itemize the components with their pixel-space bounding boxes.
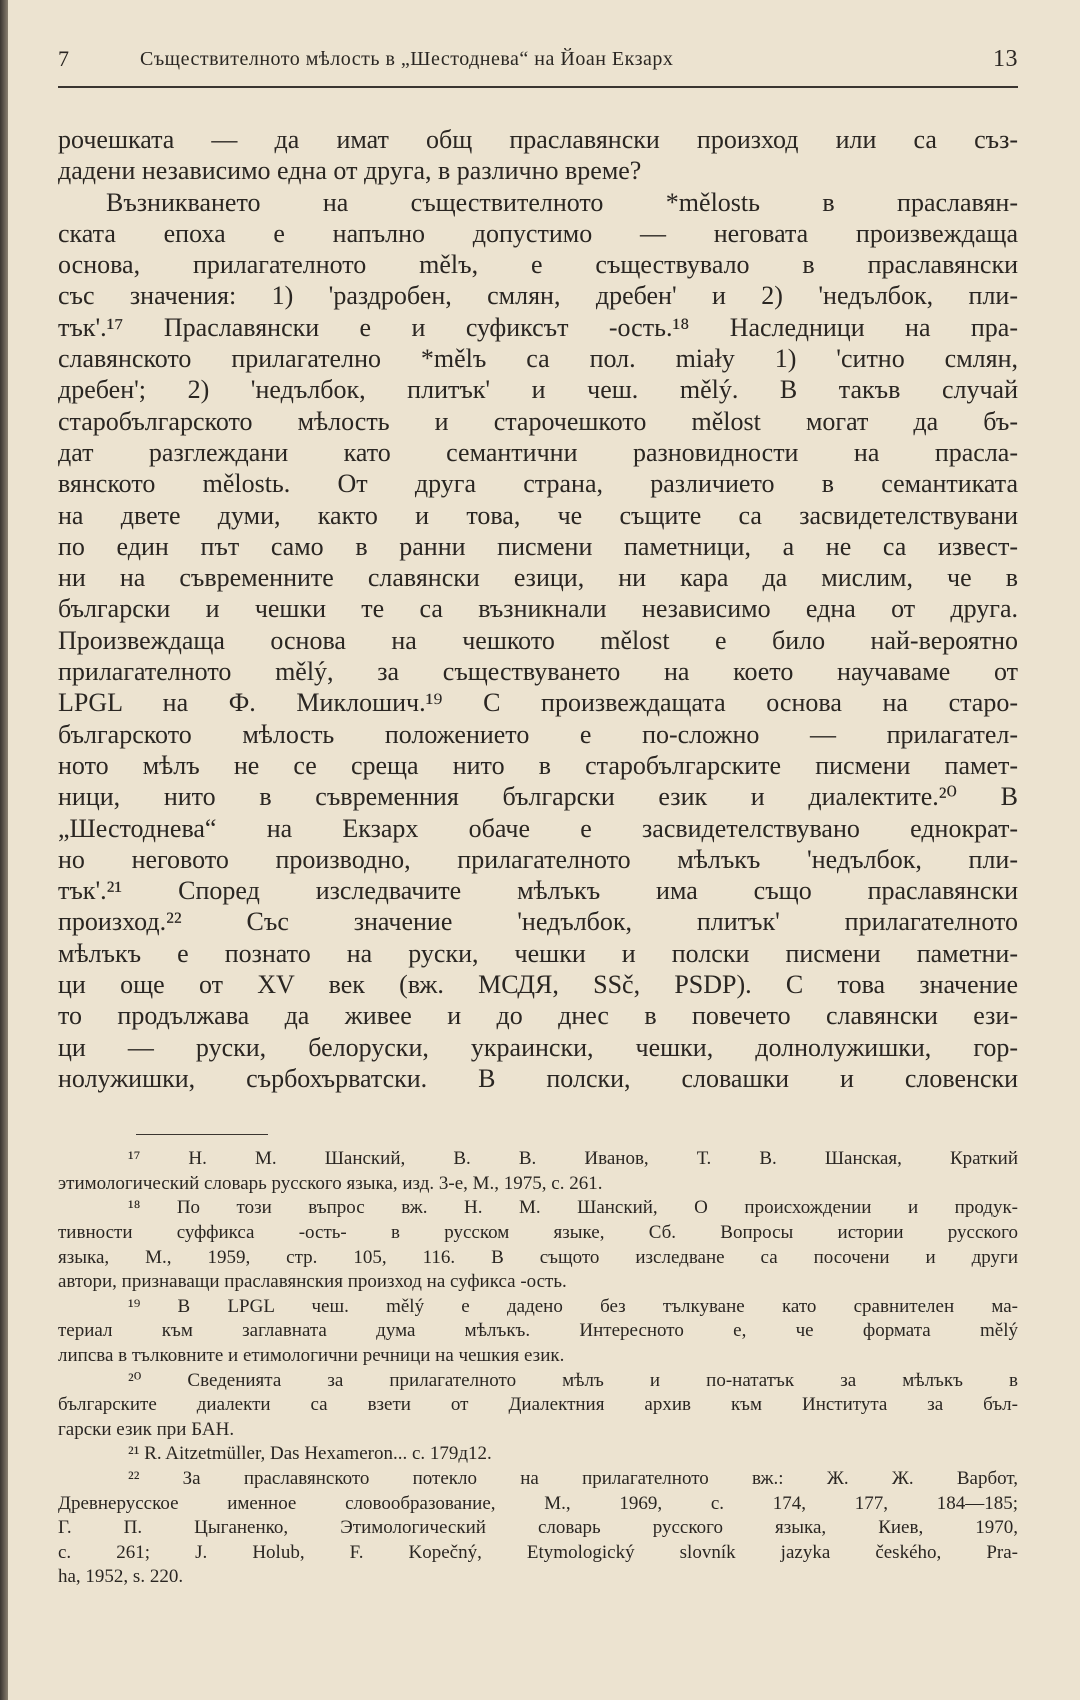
text-line: LPGL на Ф. Миклошич.¹⁹ С произвеждащата основа на старо- — [58, 688, 1018, 718]
text-line: дат разглеждани като семантични разновидности на прасла- — [58, 437, 1018, 467]
text-line: български и чешки те са възникнали независимо една от друга. — [58, 594, 1018, 624]
page — [58, 38, 1018, 1678]
footnote-line: этимологический словарь русского языка, изд. 3-е, М., 1975, с. 261. — [58, 1172, 603, 1194]
text-line: ската епоха е напълно допустимо — неговата произвеждаща — [58, 218, 1018, 248]
text-line: вянското mělostь. От друга страна, различието в семантиката — [58, 469, 1018, 499]
footnote-line: гарски език при БАН. — [58, 1418, 235, 1440]
footnote-line: липсва в тълковните и етимологични речници на чешкия език. — [58, 1344, 565, 1366]
text-line: на двете думи, както и това, че същите са засвидетелствувани — [58, 500, 1018, 530]
text-line: дадени независимо една от друга, в различно време? — [58, 156, 642, 186]
footnote-line: ¹⁸ По този въпрос вж. Н. М. Шанский, О происхождении и продук- — [128, 1197, 1018, 1219]
text-line: тък'.¹⁷ Праславянски е и суфиксът -ость.¹⁸ Наследници на пра- — [58, 312, 1018, 342]
text-line: тък'.²¹ Според изследвачите мѣлъкъ има също праславянски — [58, 876, 1018, 906]
footnote-line: българските диалекти са взети от Диалектния архив към Института за бъл- — [58, 1394, 1018, 1416]
text-line: ници, нито в съвременния български език и диалектите.²⁰ В — [58, 782, 1018, 812]
text-line: ци още от XV век (вж. МСДЯ, SSč, PSDP). С това значение — [58, 970, 1018, 1000]
text-line: славянското прилагателно *mělъ са пол. miały 1) 'ситно смлян, — [58, 344, 1018, 374]
footnote-line: Древнерусское именное словообразование, М., 1969, с. 174, 177, 184—185; — [58, 1492, 1018, 1514]
text-line: Възникването на съществителното *mělostь в праславян- — [106, 187, 1018, 217]
text-line: основа, прилагателното mělъ, е съществувало в праславянски — [58, 250, 1018, 280]
running-header — [58, 38, 1018, 82]
text-line: ни на съвременните славянски езици, ни кара да мислим, че в — [58, 563, 1018, 593]
footnote-line: ²² За праславянското потекло на прилагателното вж.: Ж. Ж. Варбот, — [128, 1467, 1018, 1489]
text-line: рочешката — да имат общ праславянски произход или са съз- — [58, 125, 1018, 154]
footnote-rule — [136, 1134, 268, 1135]
text-line: прилагателното mělý, за съществуването на което научаваме от — [58, 657, 1018, 687]
book-spine-shadow — [0, 0, 8, 1700]
running-title: Съществителното мѣлость в „Шестоднева“ на Йоан Екзарх — [140, 48, 674, 70]
footnote-line: автори, признаващи праславянския произход на суфикса -ость. — [58, 1271, 567, 1293]
text-line: ното мѣлъ не се среща нито в старобългарските писмени памет- — [58, 750, 1018, 780]
header-rule — [58, 86, 1018, 88]
footnote-line: ²¹ R. Aitzetmüller, Das Hexameron... с. 179д12. — [128, 1443, 492, 1465]
text-line: ци — руски, белоруски, украински, чешки, долнолужишки, гор- — [58, 1032, 1018, 1062]
footnote-line: ha, 1952, s. 220. — [58, 1566, 184, 1588]
text-line: то продължава да живее и до днес в повечето славянски ези- — [58, 1001, 1018, 1031]
text-line: произход.²² Със значение 'недълбок, плитък' прилагателното — [58, 907, 1018, 937]
text-line: българското мѣлость положението е по-сложно — прилагател- — [58, 719, 1018, 749]
footnote-line: ¹⁷ Н. М. Шанский, В. В. Иванов, Т. В. Шанская, Краткий — [128, 1148, 1018, 1170]
footnote-line: Г. П. Цыганенко, Этимологический словарь русского языка, Киев, 1970, — [58, 1517, 1018, 1539]
footnote-line: с. 261; J. Holub, F. Kopečný, Etymologický slovník jazyka českého, Pra- — [58, 1541, 1018, 1563]
footnote-line: ¹⁹ В LPGL чеш. mělý е дадено без тълкуване като сравнителен ма- — [128, 1295, 1018, 1317]
footnotes — [58, 1147, 1018, 1590]
main-text — [58, 124, 1018, 1094]
footnote-line: языка, М., 1959, стр. 105, 116. В същото изследване са посочени и други — [58, 1246, 1018, 1268]
text-line: старобългарското мѣлость и старочешкото mělost могат да бъ- — [58, 406, 1018, 436]
text-line: „Шестоднева“ на Екзарх обаче е засвидетелствувано еднократ- — [58, 813, 1018, 843]
text-line: със значения: 1) 'раздробен, смлян, дребен' и 2) 'недълбок, пли- — [58, 281, 1018, 311]
footnote-line: тивности суффикса -ость- в русском языке, Сб. Вопросы истории русского — [58, 1221, 1018, 1243]
text-line: но неговото производно, прилагателното мѣлъкъ 'недълбок, пли- — [58, 844, 1018, 874]
text-line: Произвеждаща основа на чешкото mělost е било най-вероятно — [58, 625, 1018, 655]
text-line: дребен'; 2) 'недълбок, плитък' и чеш. mělý. В такъв случай — [58, 375, 1018, 405]
footnote-line: ²⁰ Сведенията за прилагателното мѣлъ и по-нататък за мѣлъкъ в — [128, 1369, 1018, 1391]
footnote-line: териал към заглавната дума мѣлъкъ. Интересното е, че формата mělý — [58, 1320, 1018, 1342]
text-line: по един път само в ранни писмени паметници, а не са извест- — [58, 531, 1018, 561]
chapter-number: 7 — [58, 46, 70, 71]
text-line: мѣлъкъ е познато на руски, чешки и полски писмени паметни- — [58, 938, 1018, 968]
text-line: нолужишки, сърбохърватски. В полски, словашки и словенски — [58, 1063, 1018, 1093]
page-number: 13 — [993, 46, 1018, 72]
